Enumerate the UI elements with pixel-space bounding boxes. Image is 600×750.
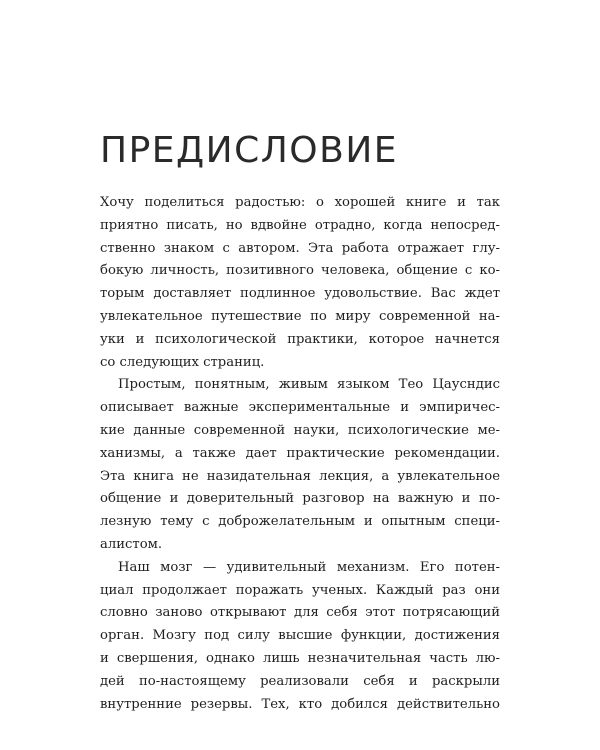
text-line: орган. Мозгу под силу высшие функции, достижения	[100, 628, 500, 644]
paragraph-3	[100, 557, 500, 717]
text-line: кие данные современной науки, психологические ме-	[100, 422, 500, 438]
text-line: алистом.	[100, 536, 163, 552]
paragraph-1	[100, 192, 500, 374]
text-line: Простым, понятным, живым языком Тео Цаусндис	[118, 377, 500, 393]
text-line: приятно писать, но вдвойне отрадно, когда непосред-	[100, 217, 500, 233]
text-line: Хочу поделиться радостью: о хорошей книге и так	[100, 195, 500, 210]
text-line: со следующих страниц.	[100, 354, 265, 370]
text-line: общение и доверительный разговор на важную и по-	[100, 491, 500, 507]
body-text	[100, 192, 500, 716]
text-line: бокую личность, позитивного человека, общение с ко-	[100, 263, 500, 279]
text-line: и свершения, однако лишь незначительная часть лю-	[100, 650, 500, 666]
text-line: внутренние резервы. Тех, кто добился действительно	[100, 696, 500, 712]
text-line: дей по-настоящему реализовали себя и раскрыли	[100, 673, 500, 689]
text-line: ственно знаком с автором. Эта работа отражает глу-	[100, 240, 500, 256]
text-line: описывает важные экспериментальные и эмпиричес-	[100, 400, 500, 416]
text-line: увлекательное путешествие по миру современной на-	[100, 308, 500, 324]
text-line: уки и психологической практики, которое начнется	[100, 331, 500, 347]
text-line: Наш мозг — удивительный механизм. Его потен-	[118, 559, 500, 575]
chapter-title: ПРЕДИСЛОВИЕ	[100, 130, 398, 171]
text-line: ханизмы, а также дает практические рекомендации.	[100, 445, 500, 461]
text-line: словно заново открывают для себя этот потрясающий	[100, 605, 500, 621]
text-line: торым доставляет подлинное удовольствие. Вас ждет	[100, 286, 500, 302]
text-line: лезную тему с доброжелательным и опытным специ-	[100, 514, 500, 530]
text-line: Эта книга не назидательная лекция, а увлекательное	[100, 468, 500, 484]
text-line: циал продолжает поражать ученых. Каждый раз они	[100, 582, 500, 598]
paragraph-2	[100, 374, 500, 556]
